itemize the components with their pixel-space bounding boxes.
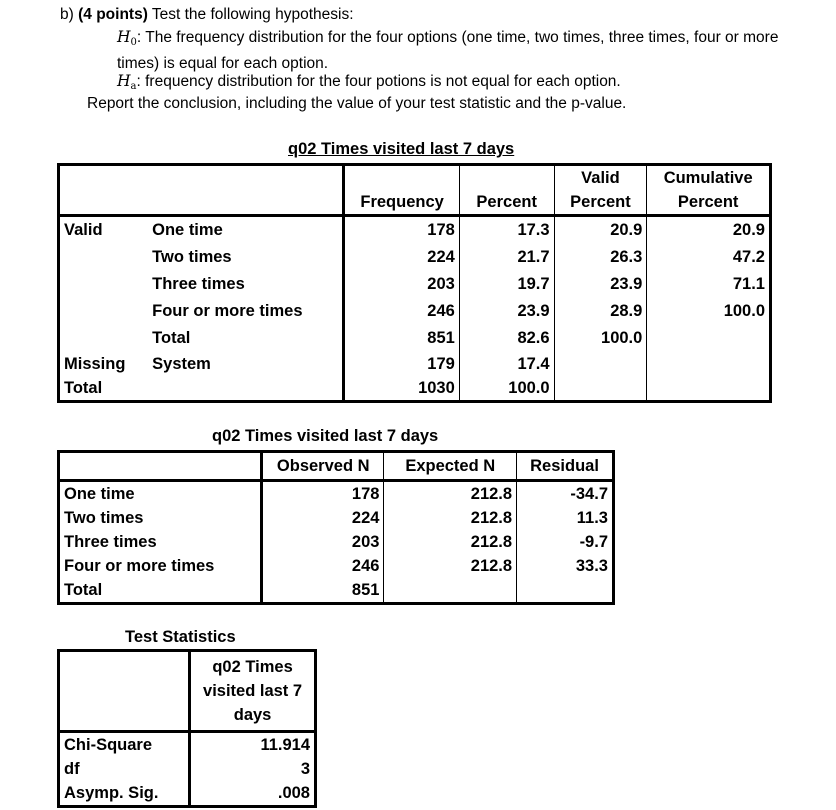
table-row: Four or more times 246 23.9 28.9 100.0 (59, 298, 771, 325)
test-stats-header-row (59, 651, 316, 732)
freq-table-title: q02 Times visited last 7 days (288, 140, 515, 158)
table-row: Missing System 179 17.4 (59, 352, 771, 376)
table-row: Total 851 (59, 578, 614, 604)
question-prefix: b) (60, 6, 74, 23)
null-hypothesis (117, 27, 797, 74)
table-row: Two times 224 21.7 26.3 47.2 (59, 244, 771, 271)
chi-table-title: q02 Times visited last 7 days (212, 427, 439, 445)
table-row: Asymp. Sig. .008 (59, 781, 316, 807)
frequency-table (57, 163, 772, 403)
chi-header-row (59, 452, 614, 481)
table-row: Valid One time 178 17.3 20.9 20.9 (59, 216, 771, 245)
header-variable: q02 Times visited last 7 days (190, 651, 316, 732)
ha-text: : frequency distribution for the four potions is not equal for each option. (136, 73, 621, 90)
table-row: Four or more times 246 212.8 33.3 (59, 554, 614, 578)
header-valid-top: Valid (554, 165, 647, 191)
test-stats-title: Test Statistics (125, 628, 236, 646)
table-row: Chi-Square 11.914 (59, 732, 316, 758)
table-row: One time 178 212.8 -34.7 (59, 481, 614, 507)
table-row: Three times 203 19.7 23.9 71.1 (59, 271, 771, 298)
freq-header-row-top (59, 165, 771, 191)
report-instruction: Report the conclusion, including the value of your test statistic and the p-value. (87, 95, 627, 112)
h0-text: : The frequency distribution for the four options (one time, two times, three times, four or more times) is equal for each option. (117, 29, 779, 72)
total-label: Total (64, 379, 103, 397)
ha-symbol: $H_a$ (117, 72, 137, 92)
question-instruction: Test the following hypothesis: (151, 6, 354, 23)
header-valid-bottom: Percent (554, 190, 647, 216)
h0-symbol: $H_0$ (117, 28, 137, 48)
question-heading (60, 6, 354, 24)
valid-label: Valid (64, 221, 103, 239)
missing-label: Missing (64, 355, 126, 373)
chi-square-table (57, 450, 615, 605)
test-statistics-table (57, 649, 317, 808)
header-frequency: Frequency (344, 165, 459, 216)
header-percent: Percent (459, 165, 554, 216)
header-cumulative-top: Cumulative (663, 169, 753, 187)
table-row: df 3 (59, 757, 316, 781)
header-cumulative-bottom: Percent (647, 190, 771, 216)
header-observed: Observed N (262, 452, 384, 481)
table-row: Three times 203 212.8 -9.7 (59, 530, 614, 554)
table-row: Two times 224 212.8 11.3 (59, 506, 614, 530)
table-row: Total 851 82.6 100.0 (59, 325, 771, 352)
table-row: Total 1030 100.0 (59, 376, 771, 402)
question-points: (4 points) (78, 6, 148, 23)
header-expected: Expected N (384, 452, 517, 481)
header-residual: Residual (517, 452, 614, 481)
